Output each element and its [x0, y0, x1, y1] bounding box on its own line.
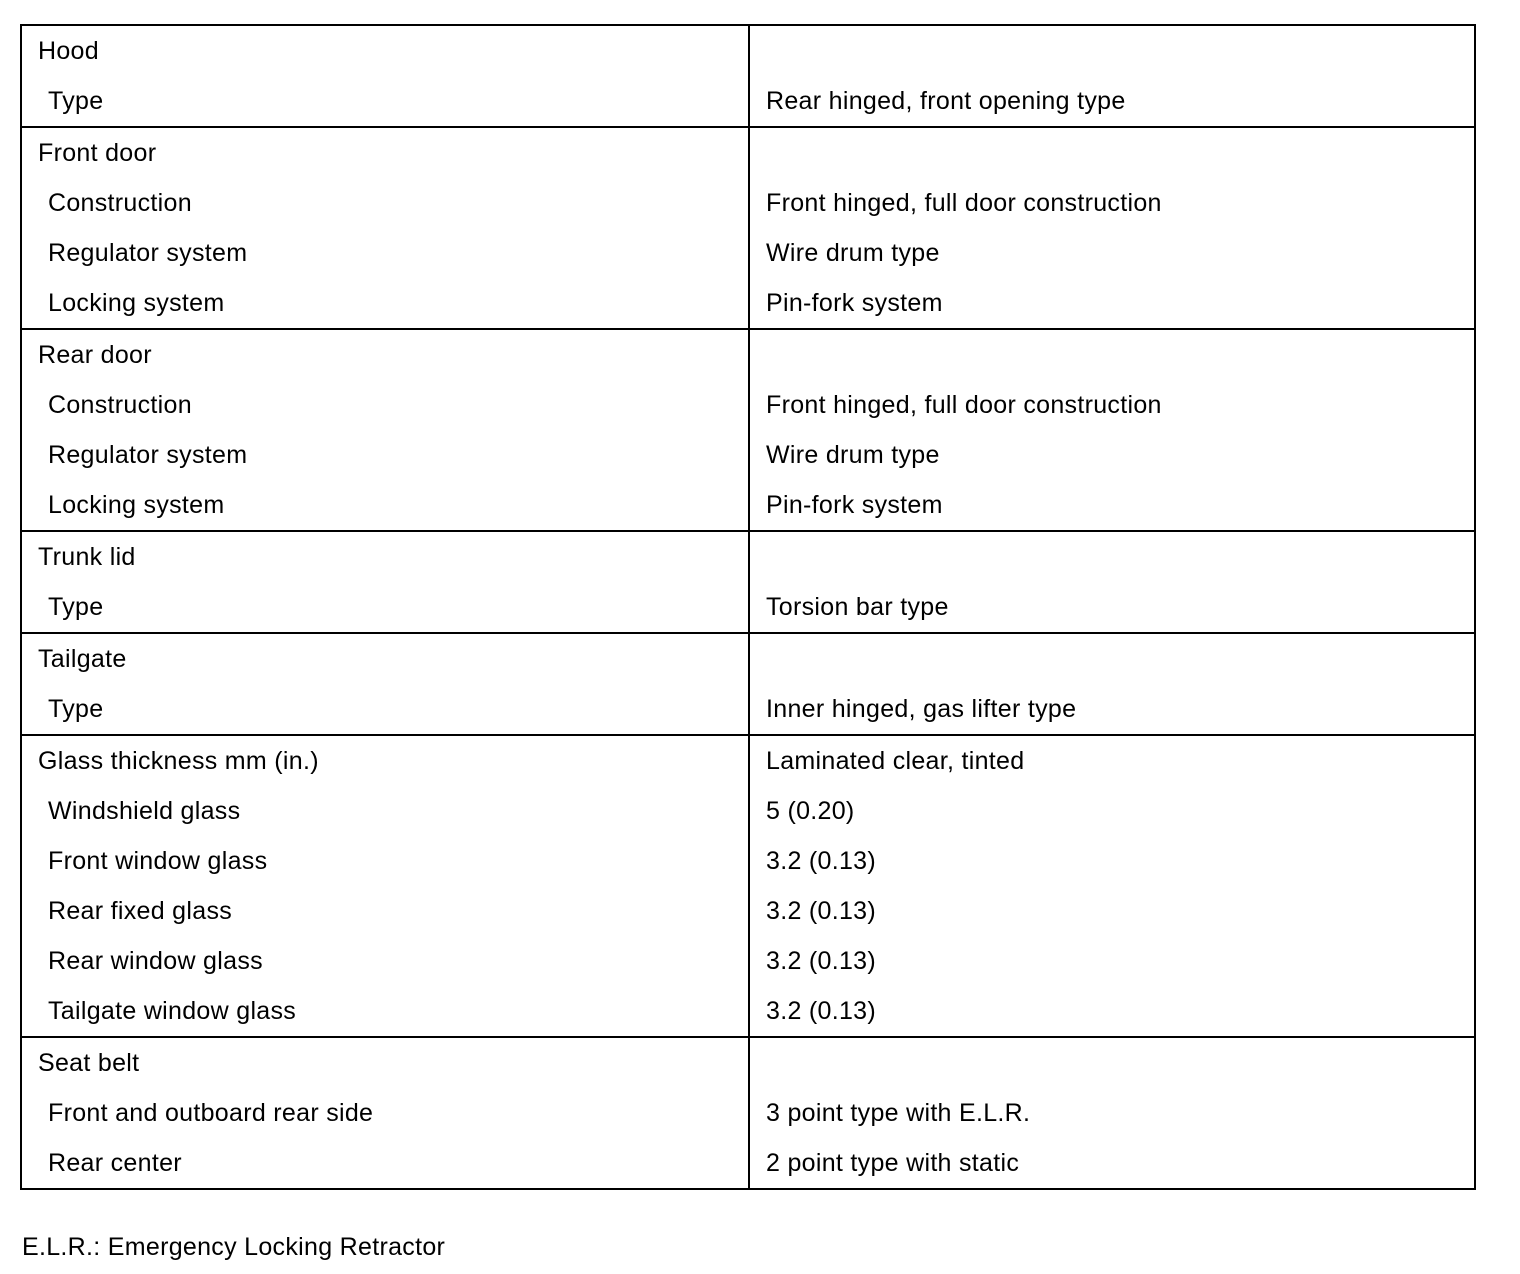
section-heading-row — [21, 735, 1475, 786]
spec-label: Type — [21, 76, 749, 127]
section-front-door — [21, 127, 1475, 329]
table-row — [21, 836, 1475, 886]
section-heading: Seat belt — [21, 1037, 749, 1088]
section-heading-value — [749, 633, 1475, 684]
spec-label: Tailgate window glass — [21, 986, 749, 1037]
spec-value: Inner hinged, gas lifter type — [766, 694, 1077, 723]
spec-value: Pin-fork system — [766, 288, 943, 317]
section-heading-value — [749, 25, 1475, 76]
spec-value: Front hinged, full door construction — [766, 188, 1162, 217]
spec-value: 5 (0.20) — [766, 796, 855, 825]
spec-value: Wire drum type — [766, 440, 940, 469]
section-glass-thickness-mm-in — [21, 735, 1475, 1037]
spec-value: 3 point type with E.L.R. — [766, 1098, 1031, 1127]
spec-label: Windshield glass — [21, 786, 749, 836]
section-heading: Glass thickness mm (in.) — [21, 735, 749, 786]
section-heading-value — [749, 531, 1475, 582]
section-heading: Hood — [21, 25, 749, 76]
section-heading-row — [21, 127, 1475, 178]
table-row — [21, 1138, 1475, 1189]
specifications-table — [20, 24, 1476, 1190]
section-seat-belt — [21, 1037, 1475, 1189]
table-row — [21, 886, 1475, 936]
section-heading: Rear door — [21, 329, 749, 380]
section-heading: Front door — [21, 127, 749, 178]
spec-value: 2 point type with static — [766, 1148, 1020, 1177]
spec-value: 3.2 (0.13) — [766, 896, 877, 925]
spec-value: 3.2 (0.13) — [766, 946, 877, 975]
spec-value: Front hinged, full door construction — [766, 390, 1162, 419]
section-heading-row — [21, 633, 1475, 684]
section-tailgate — [21, 633, 1475, 735]
section-heading-value — [749, 127, 1475, 178]
table-row — [21, 480, 1475, 531]
spec-value: 3.2 (0.13) — [766, 846, 877, 875]
spec-label: Type — [21, 684, 749, 735]
table-row — [21, 582, 1475, 633]
spec-value: Wire drum type — [766, 238, 940, 267]
section-heading-value — [749, 329, 1475, 380]
spec-label: Rear window glass — [21, 936, 749, 986]
table-row — [21, 1088, 1475, 1138]
table-row — [21, 684, 1475, 735]
section-heading-value: Laminated clear, tinted — [766, 746, 1025, 775]
section-heading-value — [749, 1037, 1475, 1088]
section-heading-row — [21, 531, 1475, 582]
table-row — [21, 178, 1475, 228]
spec-value: Torsion bar type — [766, 592, 949, 621]
spec-value: 3.2 (0.13) — [766, 996, 877, 1025]
table-row — [21, 380, 1475, 430]
footnote: E.L.R.: Emergency Locking Retractor — [22, 1233, 446, 1261]
spec-value: Pin-fork system — [766, 490, 943, 519]
section-hood — [21, 25, 1475, 127]
section-rear-door — [21, 329, 1475, 531]
table-row — [21, 786, 1475, 836]
table-row — [21, 228, 1475, 278]
spec-value: Rear hinged, front opening type — [766, 86, 1126, 115]
table-row — [21, 936, 1475, 986]
table-row — [21, 986, 1475, 1037]
section-heading-row — [21, 25, 1475, 76]
section-trunk-lid — [21, 531, 1475, 633]
section-heading: Trunk lid — [21, 531, 749, 582]
spec-label: Locking system — [21, 480, 749, 531]
spec-label: Construction — [21, 178, 749, 228]
spec-label: Type — [21, 582, 749, 633]
spec-label: Rear fixed glass — [21, 886, 749, 936]
table-row — [21, 278, 1475, 329]
spec-label: Regulator system — [21, 430, 749, 480]
spec-label: Regulator system — [21, 228, 749, 278]
spec-label: Rear center — [21, 1138, 749, 1189]
section-heading-row — [21, 329, 1475, 380]
spec-label: Front and outboard rear side — [21, 1088, 749, 1138]
spec-label: Construction — [21, 380, 749, 430]
spec-label: Locking system — [21, 278, 749, 329]
section-heading-row — [21, 1037, 1475, 1088]
spec-label: Front window glass — [21, 836, 749, 886]
table-row — [21, 430, 1475, 480]
section-heading: Tailgate — [21, 633, 749, 684]
table-row — [21, 76, 1475, 127]
